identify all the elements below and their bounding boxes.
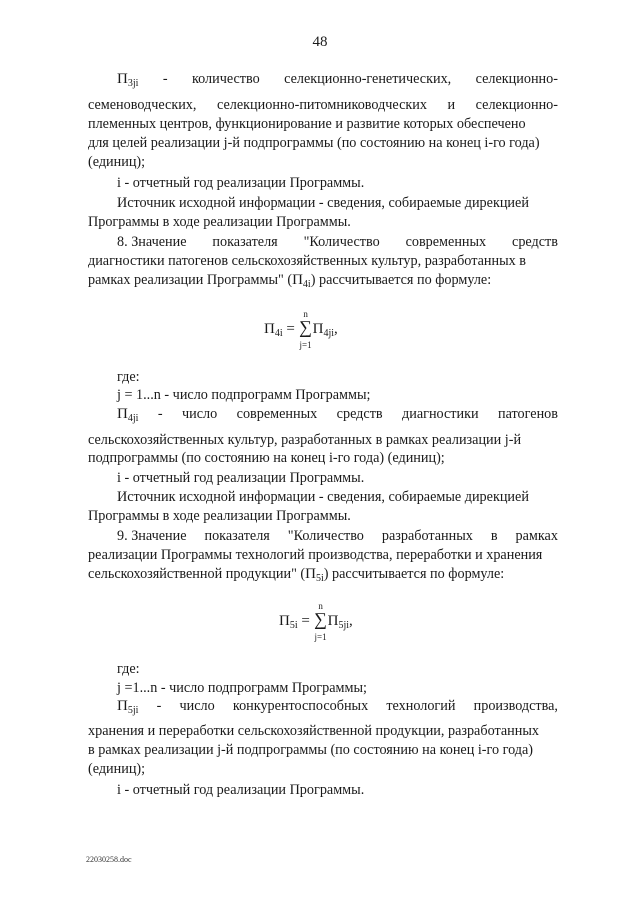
paragraph-line: (единиц); [88, 761, 146, 777]
paragraph-line: хранения и переработки сельскохозяйственной продукции, разработанных [88, 723, 539, 739]
paragraph-line: рамках реализации Программы" $(П_{4i})$ рассчитывается по формуле: [88, 272, 492, 290]
def-p5ji-line: $П_{5ji}$ - число конкурентоспособных технологий производства, [117, 698, 558, 716]
paragraph-line: сельскохозяйственных культур, разработанных в рамках реализации j-й [88, 432, 522, 448]
i-definition-line: i - отчетный год реализации Программы. [117, 175, 365, 191]
source-line-cont: Программы в ходе реализации Программы. [88, 508, 351, 524]
def-p3ji-line: $П_{3ji}$ - количество селекционно-генетических, селекционно- [117, 71, 558, 89]
sum-icon: n ∑ j=1 [314, 601, 328, 642]
i-definition-line: i - отчетный год реализации Программы. [117, 470, 365, 486]
where-label: где: [117, 661, 140, 677]
source-line: Источник исходной информации - сведения, собираемые дирекцией [117, 195, 529, 211]
section-8-heading-line: 8. Значение показателя "Количество современных средств [117, 234, 558, 250]
paragraph-line: племенных центров, функционирование и развитие которых обеспечено [88, 116, 526, 132]
footer-filename: 22030258.doc [86, 855, 132, 864]
sum-icon: n ∑ j=1 [299, 309, 313, 350]
formula-p4i: $П_{4i}$ = n ∑ j=1 $П_{4ji}$, [264, 309, 338, 350]
source-line: Источник исходной информации - сведения, собираемые дирекцией [117, 489, 529, 505]
j-definition-line: j =1...n - число подпрограмм Программы; [117, 680, 367, 696]
paragraph-line: диагностики патогенов сельскохозяйственных культур, разработанных в [88, 253, 526, 269]
source-line-cont: Программы в ходе реализации Программы. [88, 214, 351, 230]
paragraph-line: сельскохозяйственной продукции" $(П_{5i})$ рассчитывается по формуле: [88, 566, 505, 584]
section-9-heading-line: 9. Значение показателя "Количество разработанных в рамках [117, 528, 558, 544]
paragraph-line: для целей реализации j-й подпрограммы (по состоянию на конец i-го года) [88, 135, 540, 151]
j-definition-line: j = 1...n - число подпрограмм Программы; [117, 387, 371, 403]
paragraph-line: подпрограммы (по состоянию на конец i-го года) (единиц); [88, 450, 445, 466]
i-definition-line: i - отчетный год реализации Программы. [117, 782, 365, 798]
paragraph-line: семеноводческих, селекционно-питомниководческих и селекционно- [88, 97, 558, 113]
paragraph-line: в рамках реализации j-й подпрограммы (по состоянию на конец i-го года) [88, 742, 534, 758]
paragraph-line: реализации Программы технологий производства, переработки и хранения [88, 547, 543, 563]
formula-p5i: $П_{5i}$ = n ∑ j=1 $П_{5ji}$, [279, 601, 353, 642]
page-number: 48 [312, 34, 328, 50]
where-label: где: [117, 369, 140, 385]
paragraph-line: (единиц); [88, 154, 146, 170]
def-p4ji-line: $П_{4ji}$ - число современных средств диагностики патогенов [117, 406, 558, 424]
